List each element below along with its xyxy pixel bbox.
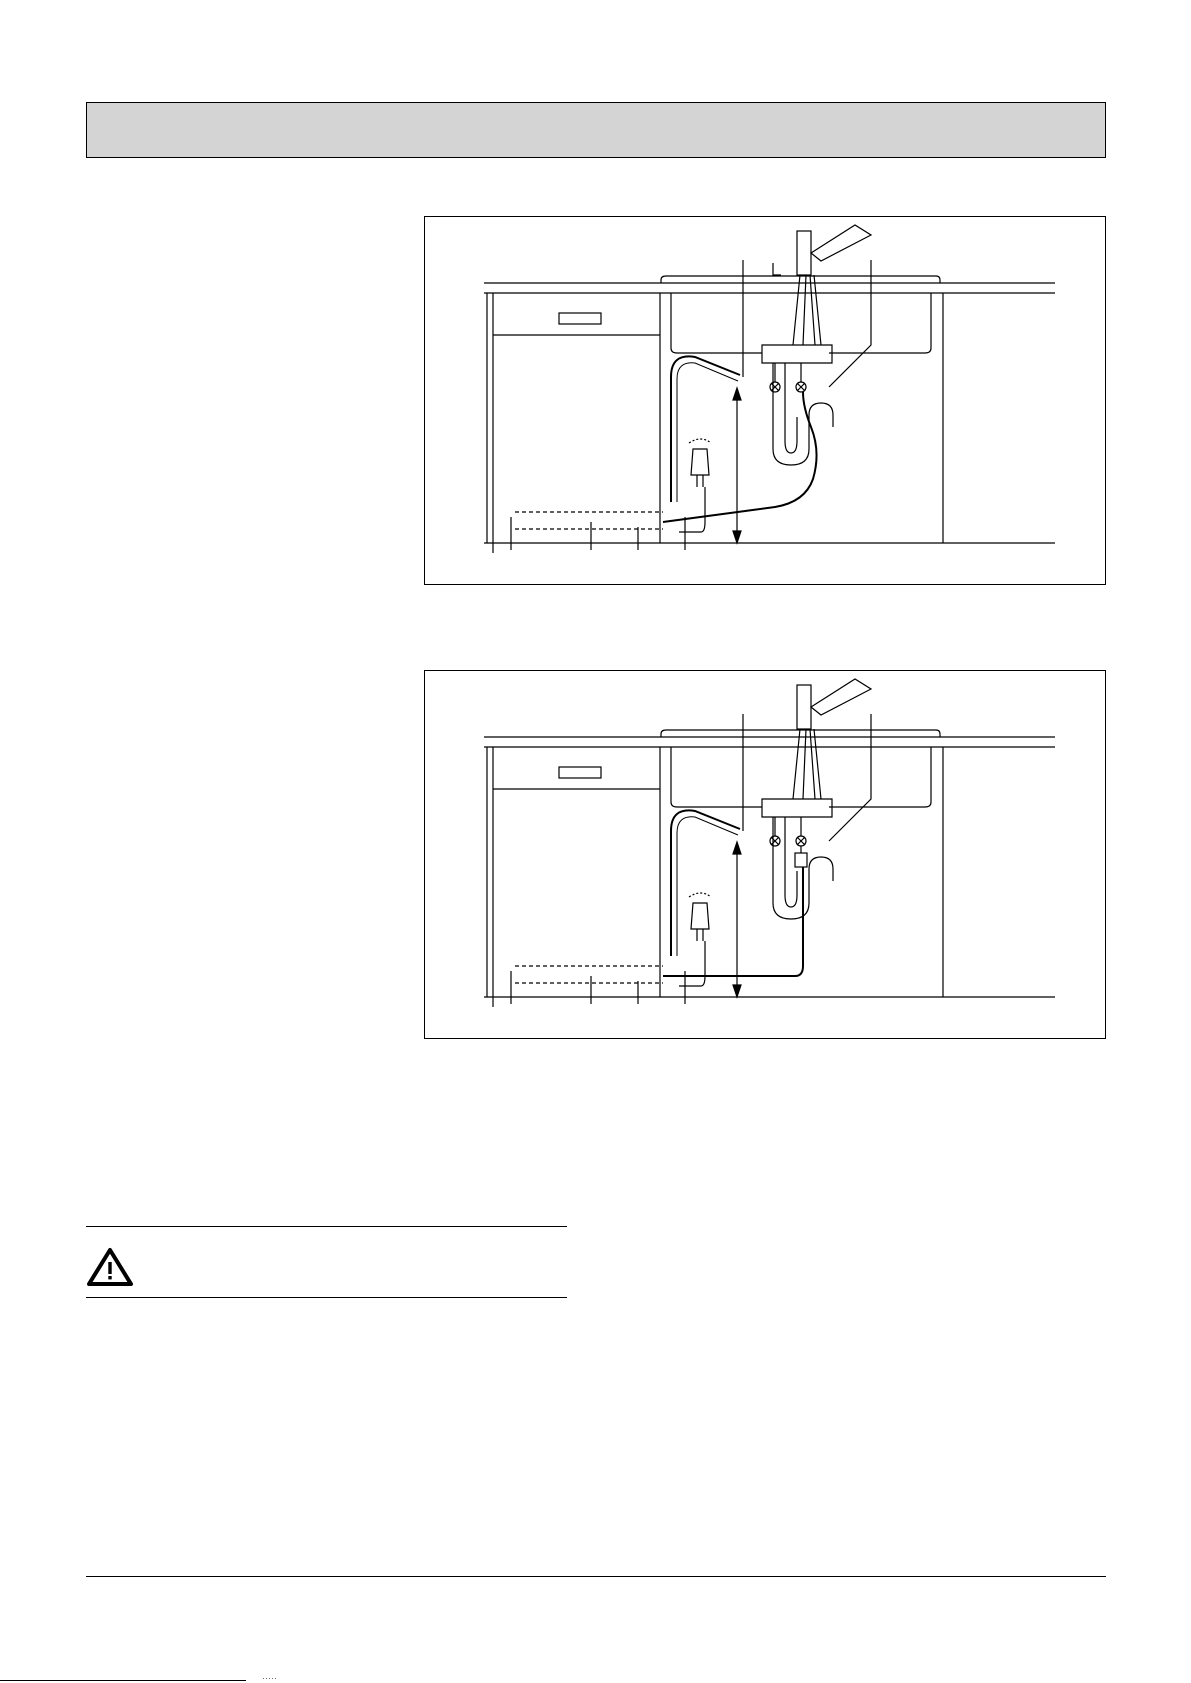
bottom-edge-rule xyxy=(0,1680,246,1681)
footer-note: ····· xyxy=(262,1674,277,1683)
installation-diagram-2 xyxy=(424,670,1106,1039)
warning-bottom-rule xyxy=(86,1297,567,1298)
diagram-drawing xyxy=(425,671,1107,1040)
diagram-drawing xyxy=(425,217,1107,586)
footer-rule xyxy=(86,1576,1106,1577)
warning-triangle-icon xyxy=(86,1247,134,1287)
warning-top-rule xyxy=(86,1226,567,1227)
installation-diagram-1 xyxy=(424,216,1106,585)
section-header-bar xyxy=(86,102,1106,158)
